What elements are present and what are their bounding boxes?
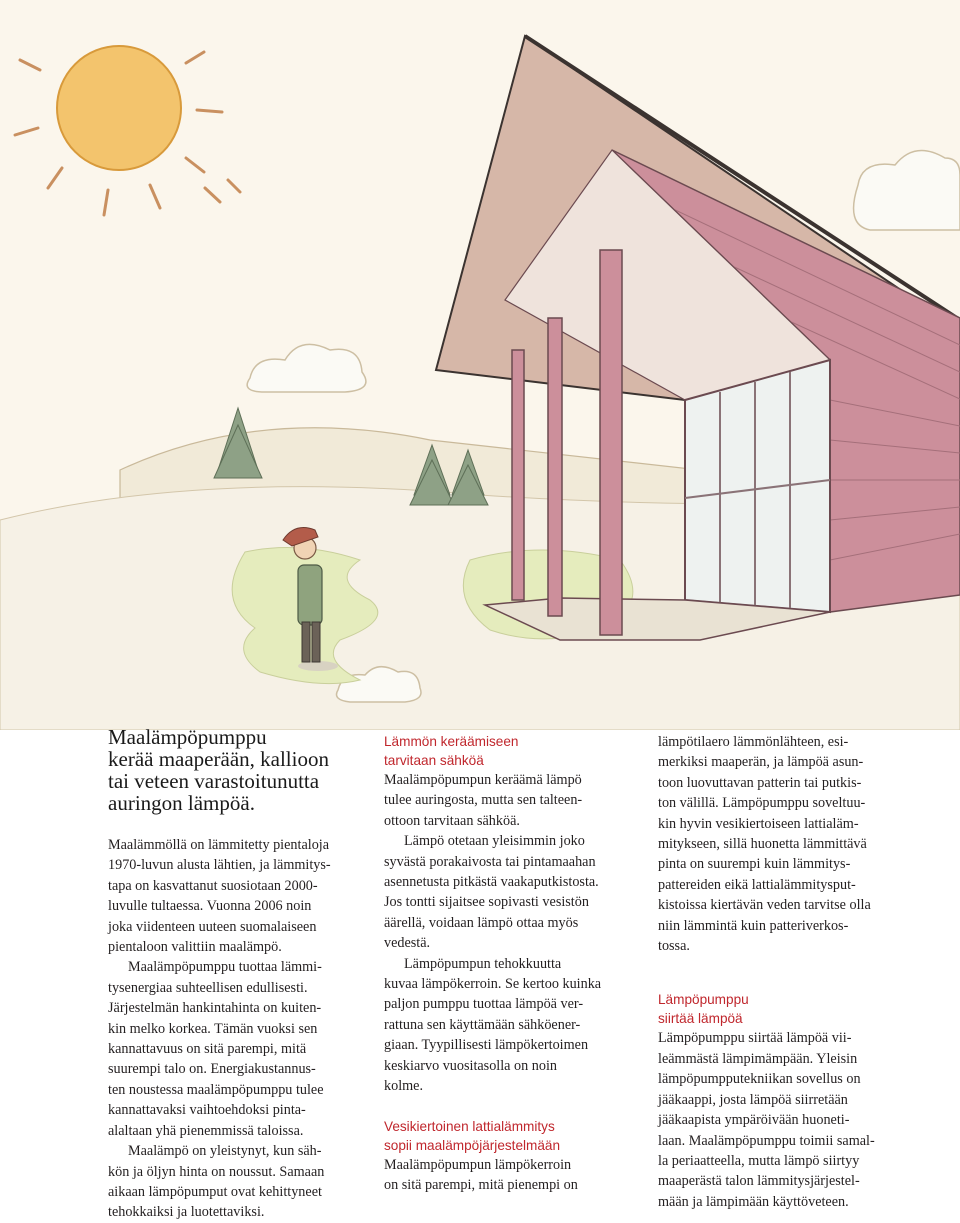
heading-line: Vesikiertoinen lattialämmitys — [384, 1118, 555, 1134]
text-line: lämpötilaero lämmönlähteen, esi- — [658, 734, 849, 750]
text-line: laan. Maalämpöpumppu toimii samal- — [658, 1132, 875, 1149]
text-column-1 — [108, 726, 370, 1223]
text-line: toon luovuttavan patterin tai putkis- — [658, 774, 862, 791]
text-line: merkiksi maaperän, ja lämpöä asun- — [658, 754, 864, 771]
text-line: jääkaappi, josta lämpöä siirretään — [658, 1091, 848, 1108]
text-line: on sitä parempi, mitä pienempi on — [384, 1176, 578, 1193]
lead-line: kerää maaperään, kallioon — [108, 747, 329, 771]
text-line: leämmästä lämpimämpään. Yleisin — [658, 1050, 858, 1067]
text-line: 1970-luvun alusta lähtien, ja lämmitys- — [108, 857, 331, 874]
text-line: tysenergiaa suhteellisen edullisesti. — [108, 979, 308, 996]
lead-line: tai veteen varastoitunutta — [108, 769, 320, 793]
text-column-3 — [658, 726, 920, 1212]
heading-line: tarvitaan sähköä — [384, 753, 484, 768]
paragraph — [384, 831, 646, 953]
text-line: kön ja öljyn hinta on noussut. Samaan — [108, 1163, 325, 1180]
text-line: giaan. Tyypillisesti lämpökertoimen — [384, 1037, 589, 1054]
text-line: niin lämmintä kuin patteriverkos- — [658, 917, 849, 934]
text-line: luvulle tultaessa. Vuonna 2006 noin — [108, 898, 312, 915]
paragraph — [658, 732, 920, 956]
paragraph — [384, 770, 646, 831]
text-line: jääkaapista ympäröivään huoneti- — [658, 1112, 850, 1129]
text-line: Maalämmöllä on lämmitetty pientaloja — [108, 837, 330, 853]
text-line: rattuna sen käyttämään sähköener- — [384, 1016, 581, 1033]
text-column-2 — [384, 726, 646, 1195]
paragraph — [658, 1028, 920, 1212]
text-line: kolme. — [384, 1078, 424, 1095]
text-line: Jos tontti sijaitsee sopivasti vesistön — [384, 894, 589, 911]
text-line: pattereiden eikä lattialämmitysput- — [658, 876, 856, 893]
text-line: kistoissa kiertävän veden tarvitse olla — [658, 897, 871, 914]
section-heading — [658, 990, 920, 1028]
text-line: kin hyvin vesikiertoiseen lattialäm- — [658, 815, 859, 832]
text-line: tossa. — [658, 938, 690, 955]
text-line: suurempi talo on. Energiakustannus- — [108, 1061, 316, 1078]
text-line: asennetusta pitkästä vaakaputkistosta. — [384, 874, 599, 891]
text-line: tulee auringosta, mutta sen talteen- — [384, 792, 583, 809]
text-line: äärellä, voidaan lämpö ottaa myös — [384, 914, 579, 931]
text-line: vedestä. — [384, 935, 431, 952]
text-line: mitykseen, sillä huonetta lämmittävä — [658, 836, 867, 853]
text-line: joka viidenteen uuteen suomalaiseen — [108, 918, 317, 935]
section-heading — [384, 1117, 646, 1155]
text-line: pinta on suurempi kuin lämmitys- — [658, 856, 851, 873]
text-line: pientaloon valittiin maalämpö. — [108, 939, 282, 956]
text-line: keskiarvo vuositasolla on noin — [384, 1057, 557, 1074]
text-line: kannattavaksi vaihtoehdoksi pinta- — [108, 1102, 306, 1119]
heading-line: Lämpöpumppu — [658, 992, 749, 1008]
paragraph — [108, 835, 370, 957]
heading-line: sopii maalämpöjärjestelmään — [384, 1137, 561, 1153]
text-line: aikaan lämpöpumput ovat kehittyneet — [108, 1183, 322, 1200]
text-line: tapa on kasvattanut suosiotaan 2000- — [108, 877, 318, 894]
text-line: Lämpö otetaan yleisimmin joko — [404, 833, 585, 850]
text-line: la periaatteella, mutta lämpö siirtyy — [658, 1152, 860, 1169]
heading-line: Lämmön keräämiseen — [384, 734, 519, 749]
text-line: Maalämpöpumpun lämpökerroin — [384, 1156, 572, 1173]
lead-line: Maalämpöpumppu — [108, 725, 267, 749]
text-line: Lämpöpumppu siirtää lämpöä vii- — [658, 1030, 852, 1047]
text-line: Järjestelmän hankintahinta on kuiten- — [108, 1000, 322, 1017]
text-line: mään ja lämpimään käyttöveteen. — [658, 1193, 849, 1210]
text-line: kannattavuus on sitä parempi, mitä — [108, 1041, 307, 1058]
text-line: tehokkaiksi ja luotettaviksi. — [108, 1204, 265, 1221]
text-line: lämpöpumpputekniikan sovellus on — [658, 1071, 861, 1088]
paragraph — [384, 1155, 646, 1196]
paragraph — [384, 954, 646, 1097]
text-line: ten noustessa maalämpöpumppu tulee — [108, 1081, 324, 1098]
paragraph — [108, 957, 370, 1141]
text-line: alaltaan yhä pienemmissä taloissa. — [108, 1122, 304, 1139]
text-line: Lämpöpumpun tehokkuutta — [404, 955, 562, 972]
section-heading — [384, 732, 646, 770]
text-line: Maalämpöpumpun keräämä lämpö — [384, 772, 582, 788]
text-line: kuvaa lämpökerroin. Se kertoo kuinka — [384, 976, 602, 993]
text-line: Maalämpöpumppu tuottaa lämmi- — [128, 959, 322, 976]
heading-line: siirtää lämpöä — [658, 1011, 743, 1027]
text-line: Maalämpö on yleistynyt, kun säh- — [128, 1143, 322, 1160]
text-line: ottoon tarvitaan sähköä. — [384, 812, 520, 829]
paragraph — [108, 1141, 370, 1223]
text-line: syvästä porakaivosta tai pintamaahan — [384, 853, 596, 870]
lead-line: auringon lämpöä. — [108, 791, 255, 815]
text-line: kin melko korkea. Tämän vuoksi sen — [108, 1020, 318, 1037]
text-line: ton välillä. Lämpöpumppu soveltuu- — [658, 795, 866, 812]
text-line: paljon pumppu tuottaa lämpöä ver- — [384, 996, 584, 1013]
text-line: maaperästä talon lämmitysjärjestel- — [658, 1173, 860, 1190]
lead-heading — [108, 726, 370, 814]
